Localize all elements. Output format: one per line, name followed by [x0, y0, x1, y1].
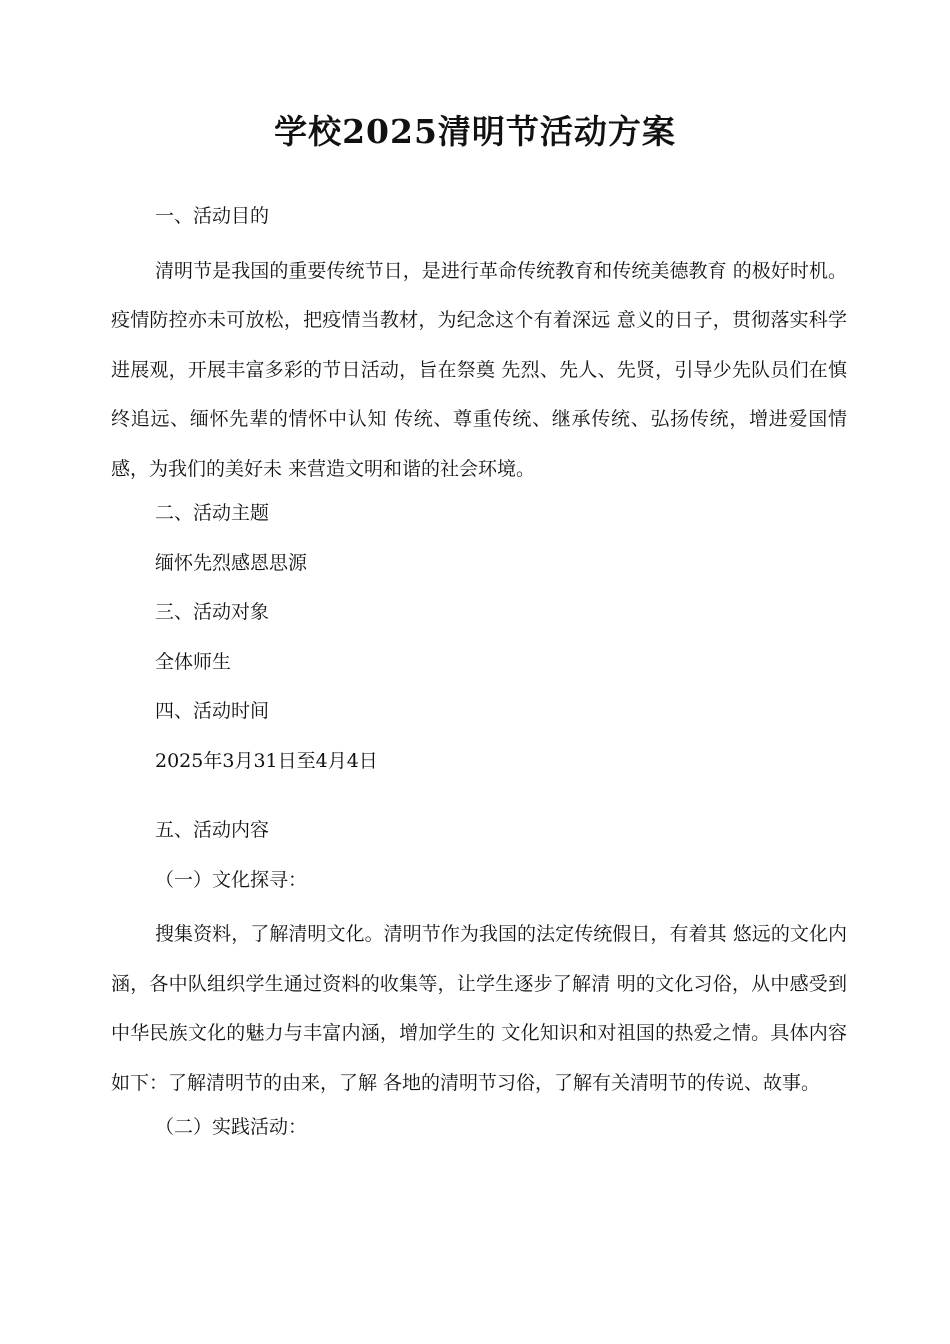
section-heading-content: 五、活动内容	[155, 819, 270, 841]
time-text: 2025年3月31日至4月4日	[155, 749, 378, 772]
subsection-heading-culture: （一）文化探寻：	[155, 868, 308, 891]
document-body	[111, 197, 847, 1158]
section-heading-time: 四、活动时间	[155, 700, 270, 722]
section-heading-theme: 二、活动主题	[155, 502, 270, 524]
section-heading-purpose: 一、活动目的	[155, 205, 270, 227]
section-heading-audience: 三、活动对象	[155, 601, 270, 623]
document-title: 学校2025清明节活动方案	[274, 112, 676, 152]
theme-text: 缅怀先烈感恩思源	[155, 551, 308, 574]
culture-paragraph: 搜集资料，了解清明文化。清明节作为我国的法定传统假日，有着其 悠远的文化内涵，各中队组织学生通过资料的收集等，让学生逐步了解清 明的文化习俗，从中感受到中华民族文化的魅力与丰富内涵，增加学生的 文化知识和对祖国的热爱之情。具体内容如下：了解清明节的由来，了解 各地的清明节习俗，了解有关清明节的传说、故事。	[111, 923, 847, 1094]
purpose-paragraph: 清明节是我国的重要传统节日，是进行革命传统教育和传统美德教育 的极好时机。疫情防控亦未可放松，把疫情当教材，为纪念这个有着深远 意义的日子，贯彻落实科学进展观，开展丰富多彩的节日活动，旨在祭奠 先烈、先人、先贤，引导少先队员们在慎终追远、缅怀先辈的情怀中认知 传统、尊重传统、继承传统、弘扬传统，增进爱国情感，为我们的美好未 来营造文明和谐的社会环境。	[111, 259, 847, 480]
audience-text: 全体师生	[155, 650, 232, 673]
subsection-heading-practice: （二）实践活动：	[155, 1116, 308, 1138]
